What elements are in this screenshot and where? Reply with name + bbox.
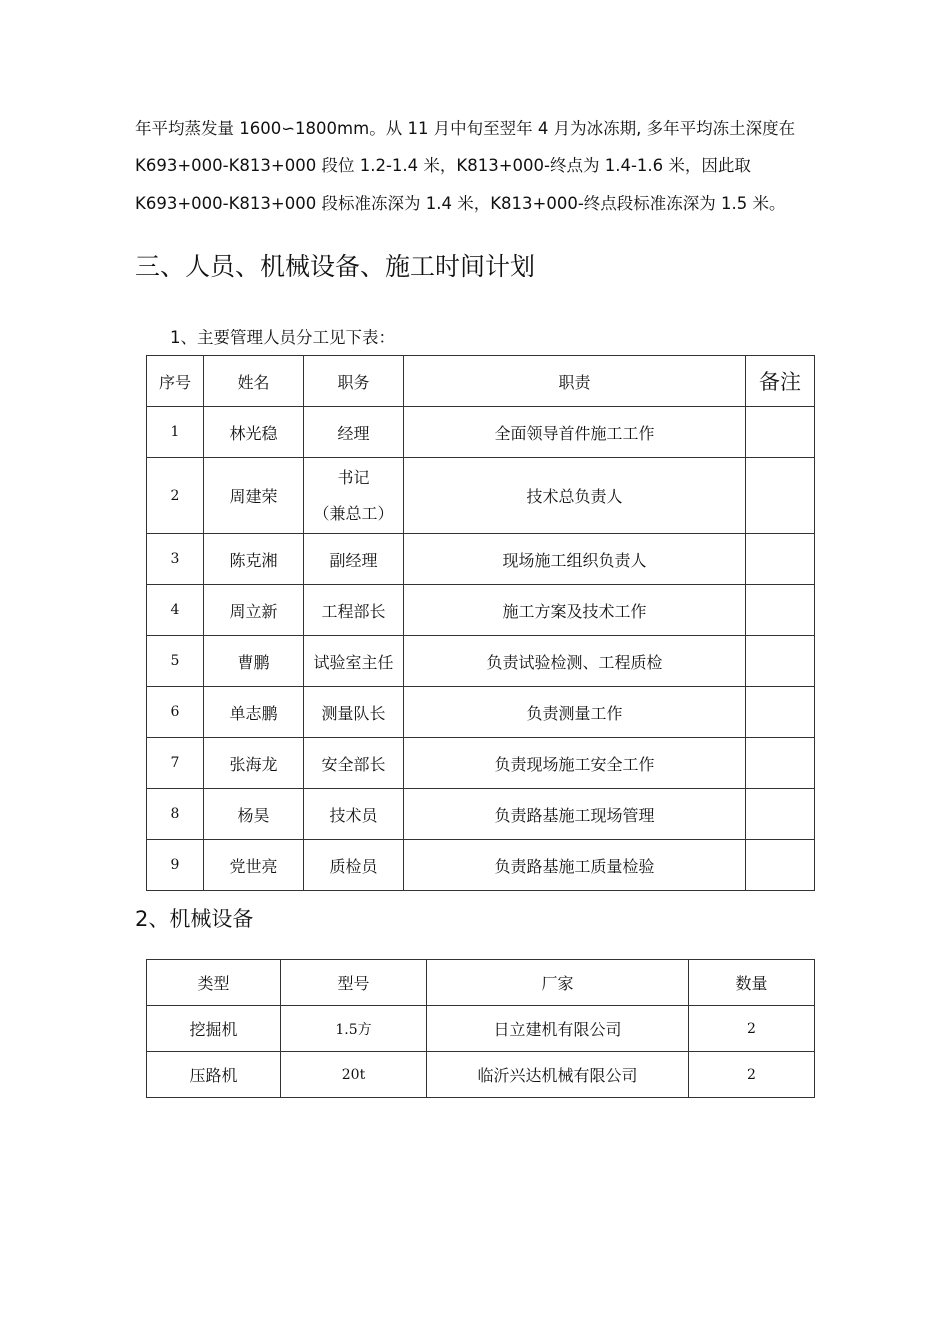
row-name: 曹鹏	[204, 636, 304, 687]
header-maker: 厂家	[427, 960, 689, 1006]
table-row	[147, 738, 815, 789]
row-no: 5	[147, 636, 204, 687]
table-row	[147, 585, 815, 636]
row-name: 杨昊	[204, 789, 304, 840]
row-note	[746, 534, 815, 585]
table-row	[147, 534, 815, 585]
header-type: 类型	[147, 960, 281, 1006]
row-note	[746, 636, 815, 687]
row-position: 技术员	[304, 789, 404, 840]
row-duty: 负责路基施工质量检验	[404, 840, 746, 891]
row-position: 测量队长	[304, 687, 404, 738]
row-duty: 负责路基施工现场管理	[404, 789, 746, 840]
row-model: 1.5方	[281, 1006, 427, 1052]
staff-table-caption: 1、主要管理人员分工见下表：	[170, 328, 395, 347]
table-row	[147, 636, 815, 687]
row-note	[746, 840, 815, 891]
header-note: 备注	[746, 356, 815, 407]
row-position-line-1: 书记	[337, 467, 370, 487]
table-row	[147, 789, 815, 840]
row-no: 9	[147, 840, 204, 891]
row-note	[746, 585, 815, 636]
row-duty: 施工方案及技术工作	[404, 585, 746, 636]
paragraph-line-2: K693+000-K813+000 段位 1.2-1.4 米，K813+000-终点为 1.4-1.6 米，因此取	[135, 156, 751, 175]
row-qty: 2	[689, 1006, 815, 1052]
row-duty: 负责测量工作	[404, 687, 746, 738]
row-note	[746, 458, 815, 534]
table-row	[147, 840, 815, 891]
row-name: 单志鹏	[204, 687, 304, 738]
equipment-title: 2、机械设备	[135, 907, 254, 931]
row-name: 周立新	[204, 585, 304, 636]
row-name: 张海龙	[204, 738, 304, 789]
table-row	[147, 1006, 815, 1052]
row-no: 1	[147, 407, 204, 458]
row-no: 8	[147, 789, 204, 840]
row-maker: 日立建机有限公司	[427, 1006, 689, 1052]
paragraph-line-3: K693+000-K813+000 段标准冻深为 1.4 米，K813+000-终点段标准冻深为 1.5 米。	[135, 194, 786, 213]
row-model: 20t	[281, 1052, 427, 1098]
table-row	[147, 458, 815, 534]
row-no: 3	[147, 534, 204, 585]
row-note	[746, 687, 815, 738]
row-name: 党世亮	[204, 840, 304, 891]
header-model: 型号	[281, 960, 427, 1006]
row-duty: 负责试验检测、工程质检	[404, 636, 746, 687]
header-position: 职务	[304, 356, 404, 407]
paragraph-line-1: 年平均蒸发量 1600∽1800mm。从 11 月中旬至翌年 4 月为冰冻期, 多年平均冻土深度在	[135, 119, 796, 138]
staff-table	[146, 355, 815, 891]
staff-table-header	[147, 356, 815, 407]
header-name: 姓名	[204, 356, 304, 407]
header-qty: 数量	[689, 960, 815, 1006]
row-no: 4	[147, 585, 204, 636]
header-duty: 职责	[404, 356, 746, 407]
row-position: 试验室主任	[304, 636, 404, 687]
row-duty: 负责现场施工安全工作	[404, 738, 746, 789]
row-name: 周建荣	[204, 458, 304, 534]
row-position-line-2: （兼总工）	[313, 503, 394, 523]
row-note	[746, 738, 815, 789]
header-no: 序号	[147, 356, 204, 407]
row-duty: 技术总负责人	[404, 458, 746, 534]
row-no: 6	[147, 687, 204, 738]
row-position: 质检员	[304, 840, 404, 891]
row-maker: 临沂兴达机械有限公司	[427, 1052, 689, 1098]
row-position: 安全部长	[304, 738, 404, 789]
row-name: 陈克湘	[204, 534, 304, 585]
section-title: 三、人员、机械设备、施工时间计划	[135, 252, 536, 281]
row-note	[746, 789, 815, 840]
row-duty: 现场施工组织负责人	[404, 534, 746, 585]
row-position	[304, 458, 404, 534]
row-no: 2	[147, 458, 204, 534]
table-row	[147, 1052, 815, 1098]
row-qty: 2	[689, 1052, 815, 1098]
row-position: 工程部长	[304, 585, 404, 636]
table-row	[147, 407, 815, 458]
row-type: 挖掘机	[147, 1006, 281, 1052]
row-duty: 全面领导首件施工工作	[404, 407, 746, 458]
row-name: 林光稳	[204, 407, 304, 458]
row-no: 7	[147, 738, 204, 789]
row-type: 压路机	[147, 1052, 281, 1098]
table-row	[147, 687, 815, 738]
equipment-table-header	[147, 960, 815, 1006]
row-position: 经理	[304, 407, 404, 458]
equipment-table	[146, 959, 815, 1098]
row-position: 副经理	[304, 534, 404, 585]
row-note	[746, 407, 815, 458]
